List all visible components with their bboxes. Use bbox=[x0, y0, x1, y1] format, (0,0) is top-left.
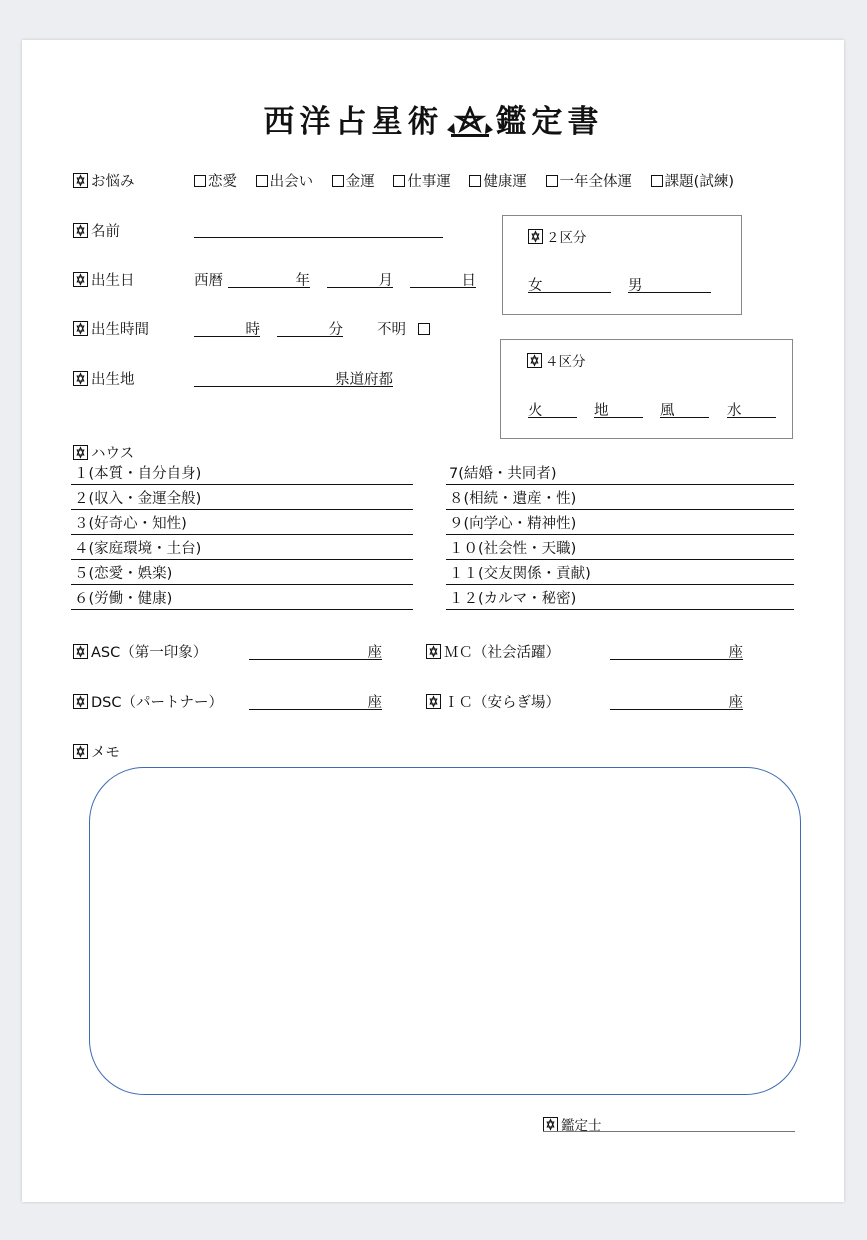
male-label: 男 bbox=[628, 278, 643, 294]
fire-label: 火 bbox=[528, 403, 543, 419]
name-label: 名前 bbox=[73, 220, 120, 241]
sign-suffix: 座 bbox=[728, 695, 743, 711]
page-title: 西洋占星術 鑑定書 bbox=[263, 104, 604, 140]
option-money[interactable]: 金運 bbox=[332, 174, 375, 190]
option-year[interactable]: 一年全体運 bbox=[546, 174, 633, 190]
star-icon bbox=[444, 106, 496, 142]
memo-label: メモ bbox=[73, 741, 120, 762]
house-row-8[interactable]: ８(相続・遺産・性) bbox=[446, 489, 794, 510]
asc-field[interactable] bbox=[249, 641, 382, 660]
hour-unit: 時 bbox=[245, 322, 260, 338]
birth-minute-field[interactable] bbox=[277, 318, 343, 337]
month-unit: 月 bbox=[378, 273, 393, 289]
option-love[interactable]: 恋愛 bbox=[194, 174, 237, 190]
option-health[interactable]: 健康運 bbox=[469, 174, 527, 190]
dsc-label: DSC（パートナー） bbox=[73, 691, 223, 712]
houses-label: ハウス bbox=[73, 442, 134, 463]
birth-time-label: 出生時間 bbox=[73, 318, 149, 339]
star-box-icon bbox=[527, 353, 542, 368]
house-row-11[interactable]: １１(交友関係・貢献) bbox=[446, 564, 794, 585]
star-box-icon bbox=[73, 744, 88, 759]
birthplace-suffix: 県道府都 bbox=[335, 372, 393, 388]
worries-label: お悩み bbox=[73, 170, 135, 191]
house-row-10[interactable]: １０(社会性・天職) bbox=[446, 539, 794, 560]
birthplace-field[interactable] bbox=[194, 368, 393, 387]
ic-field[interactable] bbox=[610, 691, 743, 710]
water-label: 水 bbox=[727, 403, 742, 419]
birth-month-field[interactable] bbox=[327, 269, 393, 288]
house-row-12[interactable]: １２(カルマ・秘密) bbox=[446, 589, 794, 610]
birth-day-field[interactable] bbox=[410, 269, 476, 288]
male-field[interactable] bbox=[628, 274, 711, 293]
mc-field[interactable] bbox=[610, 641, 743, 660]
star-box-icon bbox=[426, 644, 441, 659]
appraiser-label: 鑑定士 bbox=[543, 1114, 602, 1134]
option-challenge[interactable]: 課題(試練) bbox=[651, 174, 734, 190]
birthplace-label: 出生地 bbox=[73, 368, 135, 389]
mc-label: ＭＣ（社会活躍） bbox=[426, 641, 560, 662]
asc-label: ASC（第一印象） bbox=[73, 641, 207, 662]
checkbox[interactable] bbox=[332, 175, 344, 187]
ic-label: ＩＣ（安らぎ場） bbox=[426, 691, 560, 712]
birthday-era: 西暦 bbox=[194, 273, 223, 289]
fire-field[interactable] bbox=[528, 399, 577, 418]
star-box-icon bbox=[426, 694, 441, 709]
birth-hour-field[interactable] bbox=[194, 318, 260, 337]
house-row-7[interactable]: 7(結婚・共同者) bbox=[446, 464, 794, 485]
female-field[interactable] bbox=[528, 274, 611, 293]
house-row-4[interactable]: ４(家庭環境・土台) bbox=[71, 539, 413, 560]
star-box-icon bbox=[73, 371, 88, 386]
star-box-icon bbox=[73, 694, 88, 709]
star-box-icon bbox=[73, 223, 88, 238]
four-division-label: ４区分 bbox=[527, 350, 586, 370]
birth-year-field[interactable] bbox=[228, 269, 310, 288]
appraiser-signature-line[interactable] bbox=[543, 1130, 795, 1132]
star-box-icon bbox=[73, 445, 88, 460]
day-unit: 日 bbox=[461, 273, 476, 289]
option-work[interactable]: 仕事運 bbox=[393, 174, 451, 190]
earth-label: 地 bbox=[594, 403, 609, 419]
memo-area[interactable] bbox=[89, 767, 801, 1095]
sign-suffix: 座 bbox=[367, 645, 382, 661]
birth-time-unknown[interactable]: 不明 bbox=[377, 318, 432, 339]
option-meeting[interactable]: 出会い bbox=[256, 174, 314, 190]
house-row-9[interactable]: ９(向学心・精神性) bbox=[446, 514, 794, 535]
dsc-field[interactable] bbox=[249, 691, 382, 710]
wind-label: 風 bbox=[660, 403, 675, 419]
checkbox[interactable] bbox=[194, 175, 206, 187]
checkbox[interactable] bbox=[469, 175, 481, 187]
checkbox[interactable] bbox=[256, 175, 268, 187]
house-row-6[interactable]: ６(労働・健康) bbox=[71, 589, 413, 610]
checkbox[interactable] bbox=[418, 323, 430, 335]
star-box-icon bbox=[73, 644, 88, 659]
female-label: 女 bbox=[528, 278, 543, 294]
two-division-label: ２区分 bbox=[528, 226, 587, 246]
wind-field[interactable] bbox=[660, 399, 709, 418]
name-field[interactable] bbox=[194, 236, 443, 238]
minute-unit: 分 bbox=[328, 322, 343, 338]
star-box-icon bbox=[73, 321, 88, 336]
house-row-5[interactable]: ５(恋愛・娯楽) bbox=[71, 564, 413, 585]
sign-suffix: 座 bbox=[367, 695, 382, 711]
house-row-1[interactable]: １(本質・自分自身) bbox=[71, 464, 413, 485]
water-field[interactable] bbox=[727, 399, 776, 418]
checkbox[interactable] bbox=[393, 175, 405, 187]
birthday-label: 出生日 bbox=[73, 269, 135, 290]
house-row-3[interactable]: ３(好奇心・知性) bbox=[71, 514, 413, 535]
earth-field[interactable] bbox=[594, 399, 643, 418]
star-box-icon bbox=[73, 272, 88, 287]
house-row-2[interactable]: ２(収入・金運全般) bbox=[71, 489, 413, 510]
worries-options bbox=[194, 170, 734, 191]
star-box-icon bbox=[73, 173, 88, 188]
checkbox[interactable] bbox=[546, 175, 558, 187]
checkbox[interactable] bbox=[651, 175, 663, 187]
star-box-icon bbox=[528, 229, 543, 244]
year-unit: 年 bbox=[295, 273, 310, 289]
sign-suffix: 座 bbox=[728, 645, 743, 661]
